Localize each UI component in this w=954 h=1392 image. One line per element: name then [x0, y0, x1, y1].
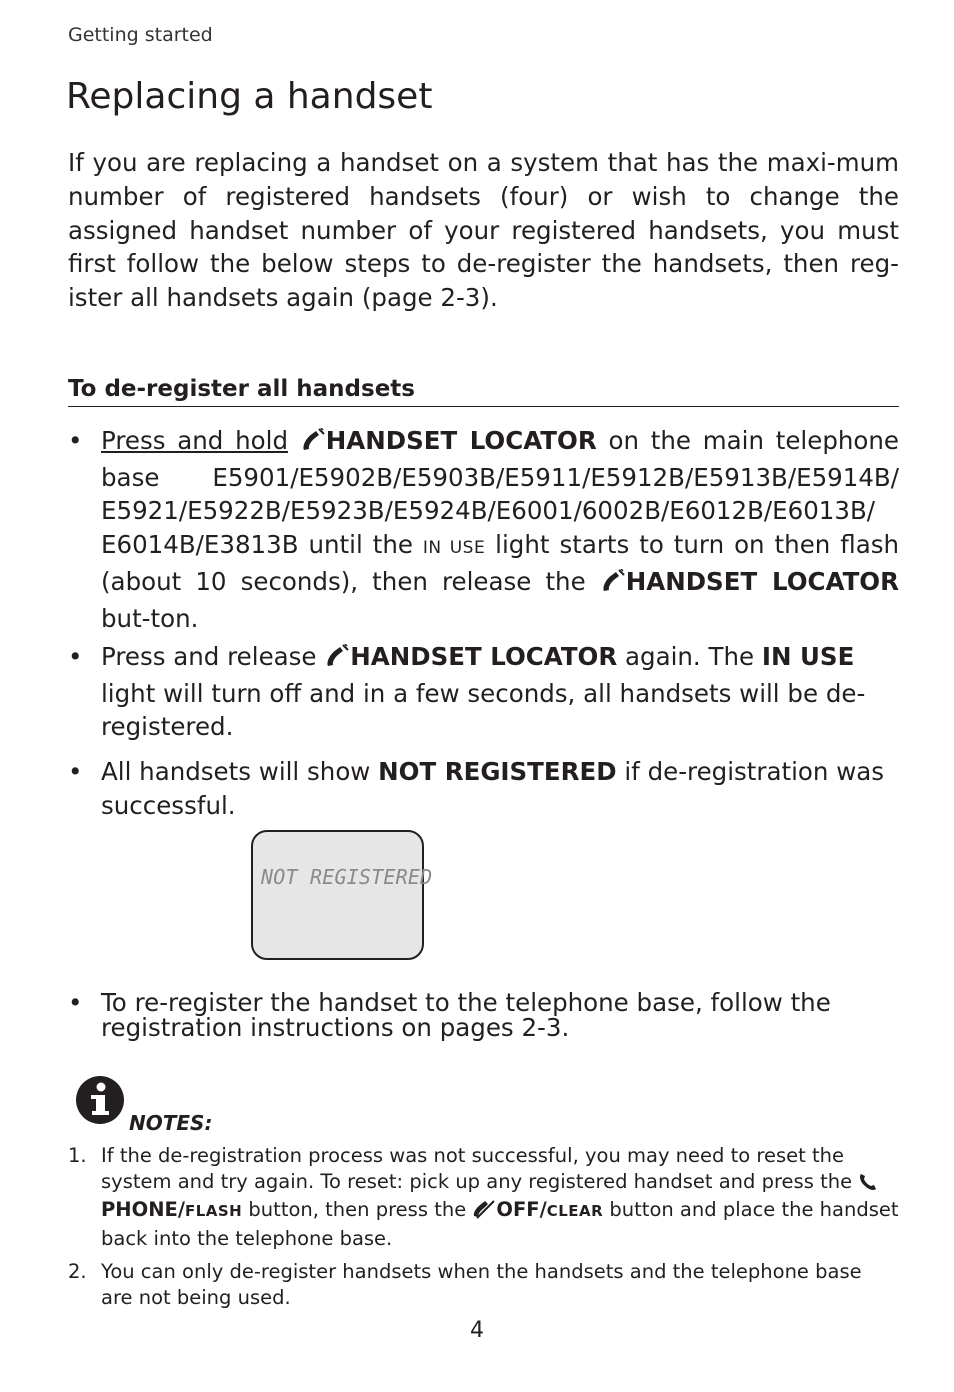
bullet-text: on the main telephone base E5901/E5902B/E5903B/E5911/E5912B/E5913B/E5914B/ E5921/E5922B/E5923B/E5924B/E6001/6002B/E6012B/E6013B/ E6014B/E3813B until the [101, 426, 899, 559]
notes-list [68, 1143, 899, 1319]
bullet-text: To re-register the handset to the telephone base, follow the registration instructions on pages 2-3. [101, 988, 831, 1042]
bullet-dot: • [68, 757, 83, 786]
bullet-text: light will turn off and in a few seconds, all handsets will be de-registered. [101, 678, 866, 741]
handset-locator-icon [324, 643, 350, 677]
not-registered-label: NOT REGISTERED [378, 757, 617, 786]
clear-label: CLEAR [546, 1202, 604, 1221]
list-item [68, 640, 899, 744]
note-text: button and place the handset back into the telephone base. [101, 1198, 899, 1250]
page-title: Replacing a handset [66, 76, 433, 117]
bullet-text: if de-registration was successful. [101, 757, 885, 820]
bullet-dot: • [68, 642, 83, 671]
intro-paragraph: If you are replacing a handset on a system that has the maxi-mum number of registered handsets (four) or wish to change the assigned handset number of your registered handsets, you must first follow the below steps to de-register the handsets, then reg-ister all handsets again (page 2-3). [68, 148, 899, 313]
bullet-text: again. The [617, 642, 762, 671]
note-number: 2. [68, 1260, 87, 1284]
notes-label: NOTES: [129, 1111, 213, 1135]
in-use-label: IN USE [761, 642, 855, 671]
handset-locator-label: HANDSET LOCATOR [325, 426, 597, 455]
note-text: button, then press the [242, 1198, 473, 1222]
handset-locator-icon [300, 427, 326, 461]
press-hold-text: Press and hold [101, 426, 288, 455]
handset-locator-label: HANDSET LOCATOR [350, 642, 618, 671]
display-text: NOT REGISTERED [261, 865, 433, 889]
note-text: You can only de-register handsets when the handsets and the telephone base are not being used. [101, 1260, 862, 1309]
bullet-text: Press and release [101, 642, 325, 671]
bullet-dot: • [68, 426, 83, 455]
note-item [68, 1143, 899, 1251]
off-icon [472, 1199, 496, 1226]
phone-label: PHONE/ [101, 1198, 185, 1222]
bullet-dot: • [68, 988, 83, 1017]
off-label: OFF/ [496, 1198, 547, 1222]
note-number: 1. [68, 1144, 87, 1167]
bullet-text: light starts to turn on then flash (about 10 seconds), then release the [101, 529, 899, 596]
info-icon [74, 1074, 126, 1130]
list-item [68, 990, 899, 1040]
section-header: Getting started [68, 24, 213, 46]
subheading: To de-register all handsets [68, 376, 899, 407]
handset-locator-label: HANDSET LOCATOR [625, 567, 899, 596]
list-item [68, 424, 899, 635]
bullet-text: but-ton. [101, 603, 199, 633]
handset-locator-icon [600, 568, 626, 602]
phone-icon [858, 1172, 878, 1198]
bullet-text: All handsets will show [101, 757, 379, 786]
in-use-label: IN USE [422, 537, 486, 558]
page-number: 4 [470, 1318, 484, 1343]
flash-label: FLASH [184, 1202, 243, 1221]
list-item [68, 755, 899, 822]
note-item [68, 1259, 899, 1310]
handset-display-screen [251, 830, 433, 960]
note-text: If the de-registration process was not successful, you may need to reset the system and try again. To reset: pick up any registered handset and press the [101, 1144, 859, 1193]
